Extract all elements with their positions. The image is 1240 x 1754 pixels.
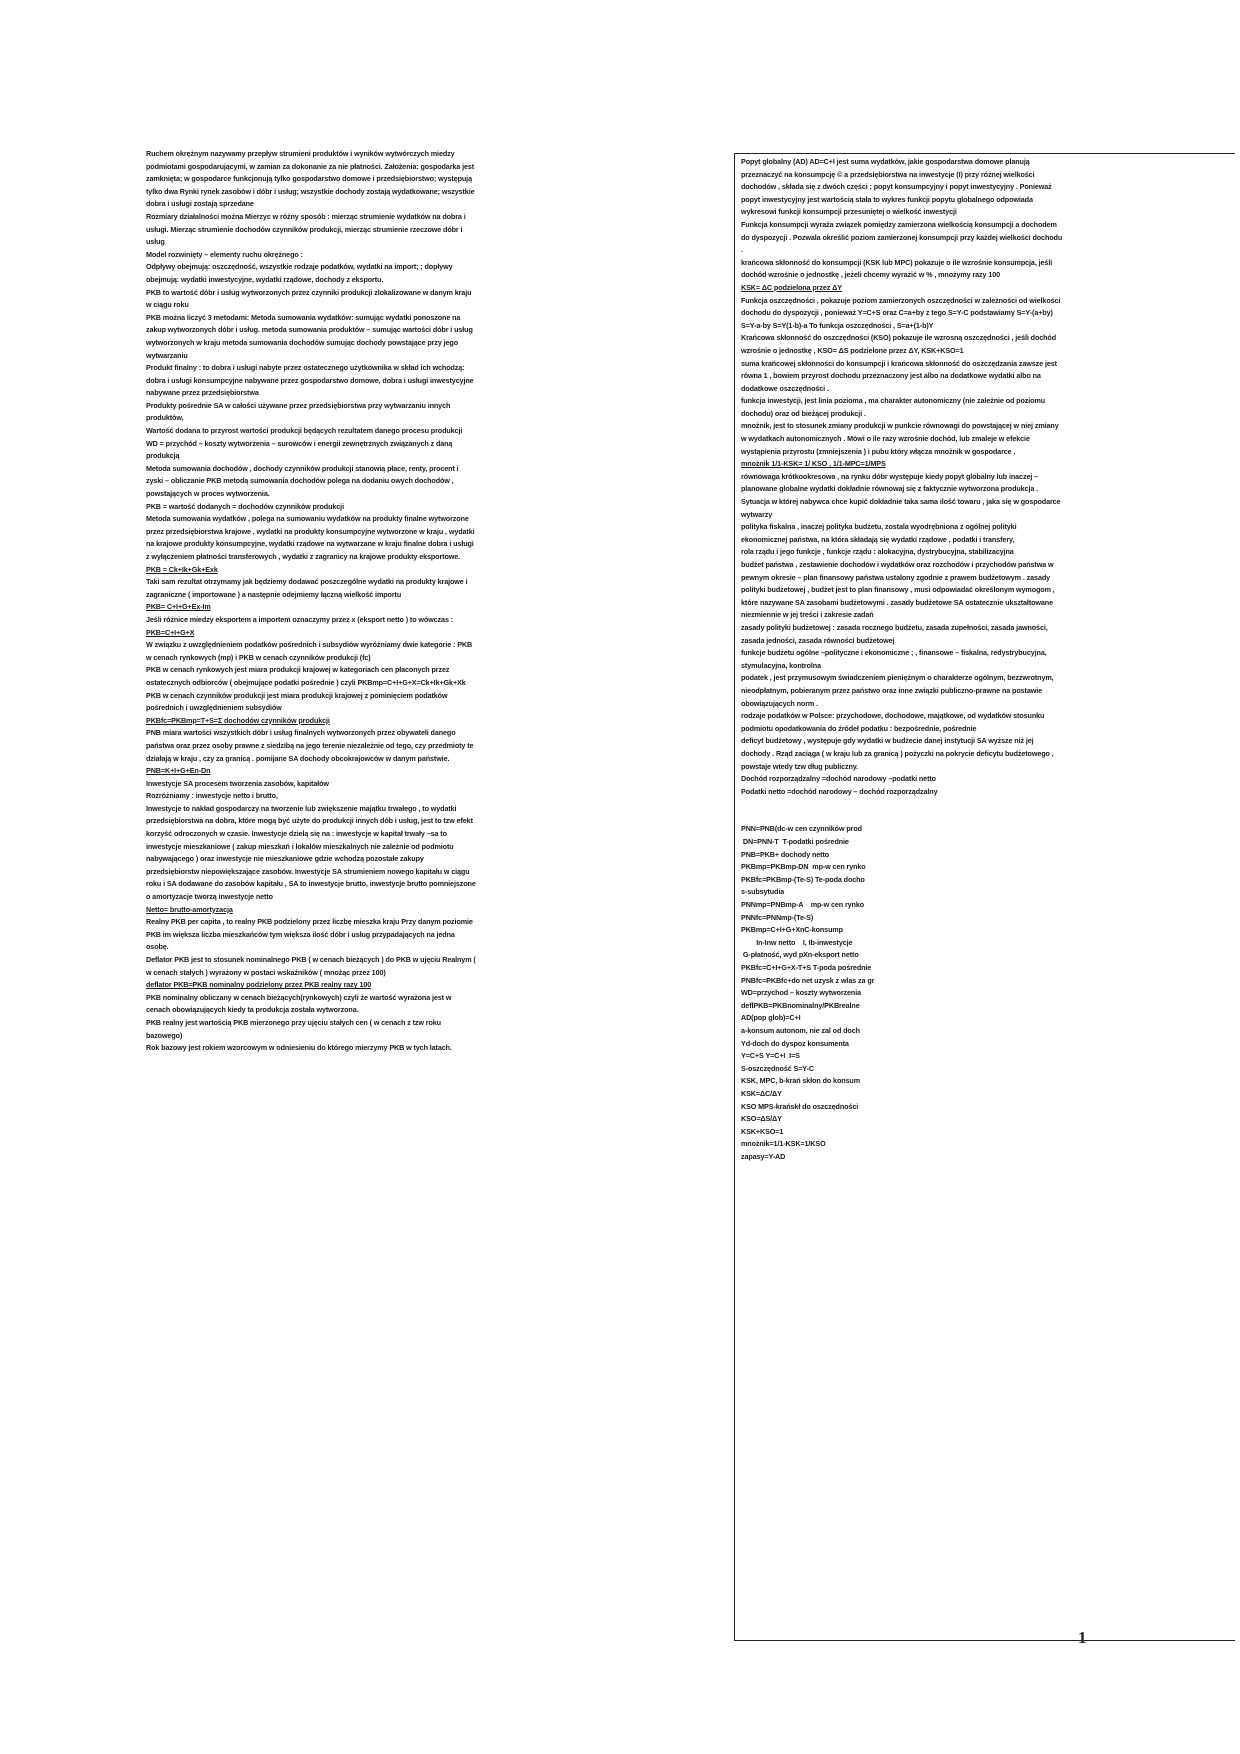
text-paragraph: a-konsum autonom, nie zal od doch (741, 1025, 860, 1035)
text-paragraph: Rozmiary działalności można Mierzyc w różny sposób : mierząc strumienie wydatków na dobra i usługi. Mierząc strumienie dochodów czynników produkcji, mierząc strumienie rzeczowe dóbr i usług (146, 211, 468, 247)
formula-line: KSK= ΔC podzielona przez ΔY (741, 282, 842, 292)
text-paragraph: Inwestycje to nakład gospodarczy na tworzenie lub zwiększenie majątku trwałego , to wydatki przedsiębiorstwa na dobra, które mogą być użyte do produkcji innych dób i usług, jest to tzw efekt korzyść odroczonych w czasie. Inwestycje dzielą się na : inwestycje w kapitał trwały –sa to inwestycje mieszkaniowe ( zakup mieszkań i lokalów mieszkalnych nie zależnie od podmiotu nabywającego ) oraz inwestycje nie mieszkaniowe gdzie wchodzą pozostałe zakupy przedsiębiorstw niepowiększające zasobów. Inwestycje SA strumieniem nowego kapitału w ciągu roku i SA dodawane do zasobów kapitału , SA to inwestycje brutto, inwestycje brutto pomniejszone o amortyzacje tworzą inwestycje netto (146, 803, 478, 902)
text-paragraph: pośrednich i uwzględnieniem subsydiów (146, 703, 282, 713)
right-text-column (741, 156, 1063, 1164)
text-paragraph: podatek , jest przymusowym świadczeniem pieniężnym o charakterze ogólnym, bezzwrotnym, nieodpłatnym, pobieranym przez państwo oraz inne związki publiczno-prawne na postawie obowiązujących norm . (741, 673, 1056, 708)
text-paragraph: PKBfc=C+I+G+X-T+S T-poda pośrednie (741, 963, 872, 972)
text-paragraph: PKB = wartość dodanych = dochodów czynników produkcji (146, 501, 344, 511)
text-paragraph: PKB można liczyć 3 metodami: Metoda sumowania wydatków: sumując wydatki ponoszone na zakup wytworzonych dóbr i usług. metoda sumowania produktów – sumując wartości dóbr i usług wytworzonych w kraju metoda sumowania dochodów sumując dochody powstające przy jego wytwarzaniu (146, 312, 475, 360)
text-paragraph: suma krańcowej skłonności do konsumpcji i krańcowa skłonność do oszczędzania zawsze jest równa 1 , bowiem przyrost dochodu przeznaczony jest albo na dodatkowe wydatki albo na dodatkowe oszczędności . (741, 358, 1059, 393)
blank-line (741, 798, 1063, 811)
text-paragraph: Rozróżniamy : inwestycje netto i brutto, (146, 791, 278, 801)
text-paragraph: PKBmp=PKBmp-DN mp-w cen rynko (741, 862, 866, 872)
text-paragraph: W związku z uwzględnieniem podatków pośrednich i subsydiów wyróżniamy dwie kategorie : PKB w cenach rynkowych (mp) i PKB w cenach czynników produkcji (fc) (146, 640, 474, 662)
text-paragraph: PNNmp=PNBmp-A mp-w cen rynko (741, 900, 865, 910)
text-paragraph: KSO MPS-krańskł do oszczędności (741, 1101, 859, 1111)
text-paragraph: PKB w cenach czynników produkcji jest miara produkcji krajowej z pominięciem podatków (146, 690, 448, 700)
formula-line: PNB=K+I+G+En-Dn (146, 766, 211, 776)
text-paragraph: Realny PKB per capita , to realny PKB podzielony przez liczbę mieszka kraju Przy danym poziomie PKB im większa liczba mieszkańców tym większa ilość dóbr i usług przypadających na jedna osobę. (146, 917, 475, 952)
text-paragraph: Inwestycje SA procesem tworzenia zasobów, kapitałów (146, 778, 329, 788)
text-paragraph: budżet państwa , zestawienie dochodów i wydatków oraz rozchodów i przychodów państwa w pewnym okresie – plan finansowy państwa ustalony zgodnie z prawem budżetowym . zasady polityki budżetowej , budżet jest to plan finansowy , musi odpowiadać określonym wymogom , które nazywane SA zasobami budżetowymi . zasady budżetowe SA ostatecznie ukształtowane niezmiennie w jej treści i zakresie zadań (741, 560, 1057, 620)
text-paragraph: G-płatność, wyd pXn-eksport netto (741, 950, 859, 960)
text-paragraph: funkcje budżetu ogólne –polityczne i ekonomiczne ; , finansowe – fiskalna, redystrybucyjna, stymulacyjna, kontrolna (741, 648, 1049, 670)
text-paragraph: S-oszczędność S=Y-C (741, 1063, 814, 1073)
text-paragraph: Produkty pośrednie SA w całości używane przez przedsiębiorstwa przy wytwarzaniu innych produktów, (146, 400, 453, 423)
text-paragraph: Taki sam rezultat otrzymamy jak będziemy dodawać poszczególne wydatki na produkty krajowe i zagraniczne ( importowane ) a następnie odejmiemy łączną wielkość importu (146, 577, 470, 599)
formula-line: mnożnik 1/1-KSK= 1/ KSO , 1/1-MPC=1/MPS (741, 459, 886, 469)
formula-line: PKB = Ck+Ik+Gk+Exk (146, 564, 218, 574)
text-paragraph: zasady polityki budżetowej : zasada rocznego budżetu, zasada zupełności, zasada jawności, zasada jedności, zasada równości budżetowej (741, 622, 1050, 645)
text-paragraph: Funkcja konsumpcji wyraża związek pomiędzy zamierzona wielkością konsumpcji a dochodem do dyspozycji . Pozwala określić poziom zamierzonej konsumpcji przy każdej wielkości dochodu . (741, 219, 1065, 255)
text-paragraph: PKB realny jest wartością PKB mierzonego przy ujęciu stałych cen ( w cenach z tzw roku bazowego) (146, 1017, 443, 1040)
text-paragraph: PNB=PKB+ dochody netto (741, 849, 830, 859)
text-paragraph: Metoda sumowania dochodów , dochody czynników produkcji stanowią płace, renty, procent i zyski – obliczanie PKB metodą sumowania dochodów polega na dodaniu owych dochodów , powstających w proces wytworzenia. (146, 463, 461, 499)
text-paragraph: Jeśli różnice miedzy eksportem a importem oznaczymy przez x (eksport netto ) to wówczas : (146, 614, 454, 624)
page-number: 1 (1078, 1628, 1087, 1647)
text-paragraph: polityka fiskalna , inaczej polityka budżetu, zostala wyodrębniona z ogólnej polityki ekonomicznej państwa, na która składają się wydatki rządowe , podatki i transfery, (741, 522, 1019, 544)
text-paragraph: PNBfc=PKBfc+do net uzysk z wlas za gr (741, 975, 875, 985)
text-paragraph: PKBfc=PKBmp-(Te-S) Te-poda docho (741, 874, 865, 884)
text-paragraph: Krańcowa skłonność do oszczędności (KSO) pokazuje ile wzrosną oszczędności , jeśli dochód wzrośnie o jednostkę , KSO= ΔS podzielone przez ΔY, KSK+KSO=1 (741, 333, 1058, 355)
text-paragraph: rola rządu i jego funkcje , funkcje rządu : alokacyjna, dystrybucyjna, stabilizacyjna (741, 547, 1014, 557)
text-paragraph: PKBmp=C+I+G+XnC-konsump (741, 925, 843, 935)
formula-line: PKBfc=PKBmp=T+S=Σ dochodów czynników produkcji (146, 715, 330, 725)
text-paragraph: deficyt budżetowy , występuje gdy wydatki w budżecie danej instytucji SA wyższe niż jej dochody . Rząd zaciąga ( w kraju lub za granicą ) pożyczki na pokrycie deficytu budżetowego , powstaje wtedy tzw dług publiczny. (741, 736, 1056, 771)
formula-line: PKB= C+I+G+Ex-Im (146, 602, 211, 612)
text-paragraph: Podatki netto =dochód narodowy – dochód rozporządzalny (741, 786, 938, 796)
text-paragraph: mnożnik=1/1-KSK=1/KSO (741, 1139, 826, 1149)
text-paragraph: Y=C+S Y=C+I I=S (741, 1051, 800, 1061)
text-paragraph: In-Inw netto I, Ib-inwestycje (741, 937, 853, 947)
text-paragraph: s-subsytudia (741, 887, 785, 897)
text-paragraph: WD = przychód – koszty wytworzenia – surowców i energii zewnętrznych związanych z daną produkcją (146, 438, 455, 461)
text-paragraph: KSK+KSO=1 (741, 1126, 784, 1136)
formula-line: PKB=C+I+G+X (146, 627, 195, 637)
text-paragraph: PKB w cenach rynkowych jest miara produkcji krajowej w kategoriach cen płaconych przez ostatecznych odbiorców ( obejmujące podatki pośrednie ) czyli PKBmp=C+I+G+X=Ck+Ik+Gk+Xk (146, 665, 466, 687)
text-paragraph: PKB nominalny obliczany w cenach bieżących(rynkowych) czyli że wartość wyrażona jest w cenach obowiązujących kiedy ta produkcja została wytworzona. (146, 992, 454, 1015)
text-paragraph: KSK, MPC, b-krań skłon do konsum (741, 1076, 861, 1086)
text-paragraph: PNNfc=PNNmp-(Te-S) (741, 912, 814, 922)
text-paragraph: Odpływy obejmują: oszczędność, wszystkie rodzaje podatków, wydatki na import; ; dopływy obejmują: wydatki inwestycyjne, wydatki rządowe, dochody z eksportu. (146, 262, 455, 284)
text-paragraph: Produkt finalny : to dobra i usługi nabyte przez ostatecznego użytkownika w skład ich wchodzą: dobra i usługi konsumpcyjne nabywane przez gospodarstwo domowe, dobra i usługi inwestycyjne nabywane przez przedsiębiorstwa (146, 363, 476, 398)
text-paragraph: Metoda sumowania wydatków , polega na sumowaniu wydatków na produkty finalne wytworzone przez przedsiębiorstwa krajowe , wydatki na produkty konsumpcyjne wytworzone w kraju , wydatki na krajowe produkty konsumpcyjne, wydatki rządowe na wytwarzane w kraju finalne dobra i usługi z wyłączeniem płatności transferowych , wydatki z zagranicy na krajowe produkty eksportowe. (146, 514, 477, 561)
text-paragraph: DN=PNN-T T-podatki pośrednie (741, 837, 849, 847)
text-paragraph: PNN=PNB(dc-w cen czynników prod (741, 824, 862, 834)
blank-line (741, 811, 1063, 824)
text-paragraph: Deflator PKB jest to stosunek nominalnego PKB ( w cenach bieżących ) do PKB w ujęciu Realnym ( w cenach stałych ) wyrażony w postaci wskaźników ( mnożąc przez 100) (146, 955, 478, 977)
text-paragraph: Popyt globalny (AD) AD=C+I jest suma wydatków, jakie gospodarstwa domowe planują przeznaczyć na konsumpcję © a przedsiębiorstwa na inwestycje (I) przy różnej wielkości dochodów , składa się z dwóch części ; popyt konsumpcyjny i popyt inwestycyjny . Ponieważ popyt inwestycyjny jest wartością stała to wykres funkcji popytu globalnego odpowiada wykresowi funkcji konsumpcji przesuniętej o wielkość inwestycji (741, 157, 1054, 217)
text-paragraph: deflPKB=PKBnominalny/PKBrealne (741, 1000, 860, 1010)
text-paragraph: krańcowa skłonność do konsumpcji (KSK lub MPC) pokazuje o ile wzrośnie konsumpcja, jeśli dochód wzrośnie o jednostkę , jeżeli chcemy wyrazić w % , mnożymy razy 100 (741, 257, 1055, 280)
text-paragraph: funkcja inwestycji, jest linia pozioma , ma charakter autonomiczny (nie zależnie od poziomu dochodu) oraz od bieżącej produkcji . (741, 396, 1047, 418)
text-paragraph: Ruchem okrężnym nazywamy przepływ strumieni produktów i wyników wytwórczych miedzy podmiotami gospodarującymi, w zamian za dokonanie za nie płatności. Założenia: gospodarka jest zamknięta; w gospodarce funkcjonują tylko gospodarstwo domowe i przedsiębiorstwo; występują tylko dwa Rynki rynek zasobów i dóbr i usług; wszystkie dochody zostają wydatkowane; wszystkie dobra i usługi zostają sprzedane (146, 149, 477, 209)
text-paragraph: Yd-doch do dyspoz konsumenta (741, 1038, 849, 1048)
text-paragraph: Rok bazowy jest rokiem wzorcowym w odniesieniu do którego mierzymy PKB w tych latach. (146, 1043, 452, 1053)
text-paragraph: AD(pop glob)=C+I (741, 1013, 801, 1023)
text-paragraph: PNB miara wartości wszystkich dóbr i usług finalnych wytworzonych przez obywateli danego państwa oraz przez osoby prawne z siedzibą na jego terenie niezależnie od tego, czy przedmioty te działają w kraju , czy za granicą . pomijane SA dochody obcokrajowców w danym państwie. (146, 728, 476, 763)
text-paragraph: WD=przychod – koszty wytworzenia (741, 988, 862, 998)
text-paragraph: Model rozwinięty – elementy ruchu okrężnego : (146, 249, 303, 259)
text-paragraph: równowaga krótkookresowa , na rynku dóbr występuje kiedy popyt globalny lub inaczej –planowane globalne wydatki dokładnie równowaj się z faktycznie wytworzona produkcja . Sytuacja w której nabywca chce kupić dokładnie taka sama ilość towaru , jaka się w gospodarce wytwarzy (741, 471, 1063, 519)
text-paragraph: Funkcja oszczędności , pokazuje poziom zamierzonych oszczędności w zależności od wielkości dochodu do dyspozycji , ponieważ Y=C+S oraz C=a+by z tego S=Y-C podstawiamy S=Y-(a+by) S=Y-a-by S=Y(1-b)-a To funkcja oszczędności , S=a+(1-b)Y (741, 295, 1063, 330)
text-paragraph: PKB to wartość dóbr i usług wytworzonych przez czynniki produkcji zlokalizowane w danym kraju w ciągu roku (146, 287, 474, 310)
text-paragraph: Dochód rozporządzalny =dochód narodowy –podatki netto (741, 774, 936, 784)
text-paragraph: KSK=ΔC/ΔY (741, 1088, 782, 1098)
text-paragraph: zapasy=Y-AD (741, 1151, 786, 1161)
text-paragraph: mnożnik, jest to stosunek zmiany produkcji w punkcie równowagi do powstającej w niej zmiany w wydatkach autonomicznych . Mówi o ile razy wzrośnie dochód, lub zmaleje w efekcie wystąpienia przyrostu (zmniejszenia ) i pubu który włącza mnożnik w gospodarce . (741, 421, 1061, 456)
text-paragraph: Wartość dodana to przyrost wartości produkcji będących rezultatem danego procesu produkcji (146, 426, 463, 436)
formula-line: deflator PKB=PKB nominalny podzielony przez PKB realny razy 100 (146, 980, 372, 990)
text-paragraph: KSO=ΔS/ΔY (741, 1114, 782, 1124)
left-text-column (146, 148, 476, 1055)
formula-line: Netto= brutto-amortyzacja (146, 904, 233, 914)
text-paragraph: rodzaje podatków w Polsce: przychodowe, dochodowe, majątkowe, od wydatków stosunku podmiotu opodatkowania do źródeł podatku : bezpośrednie, pośrednie (741, 711, 1047, 733)
